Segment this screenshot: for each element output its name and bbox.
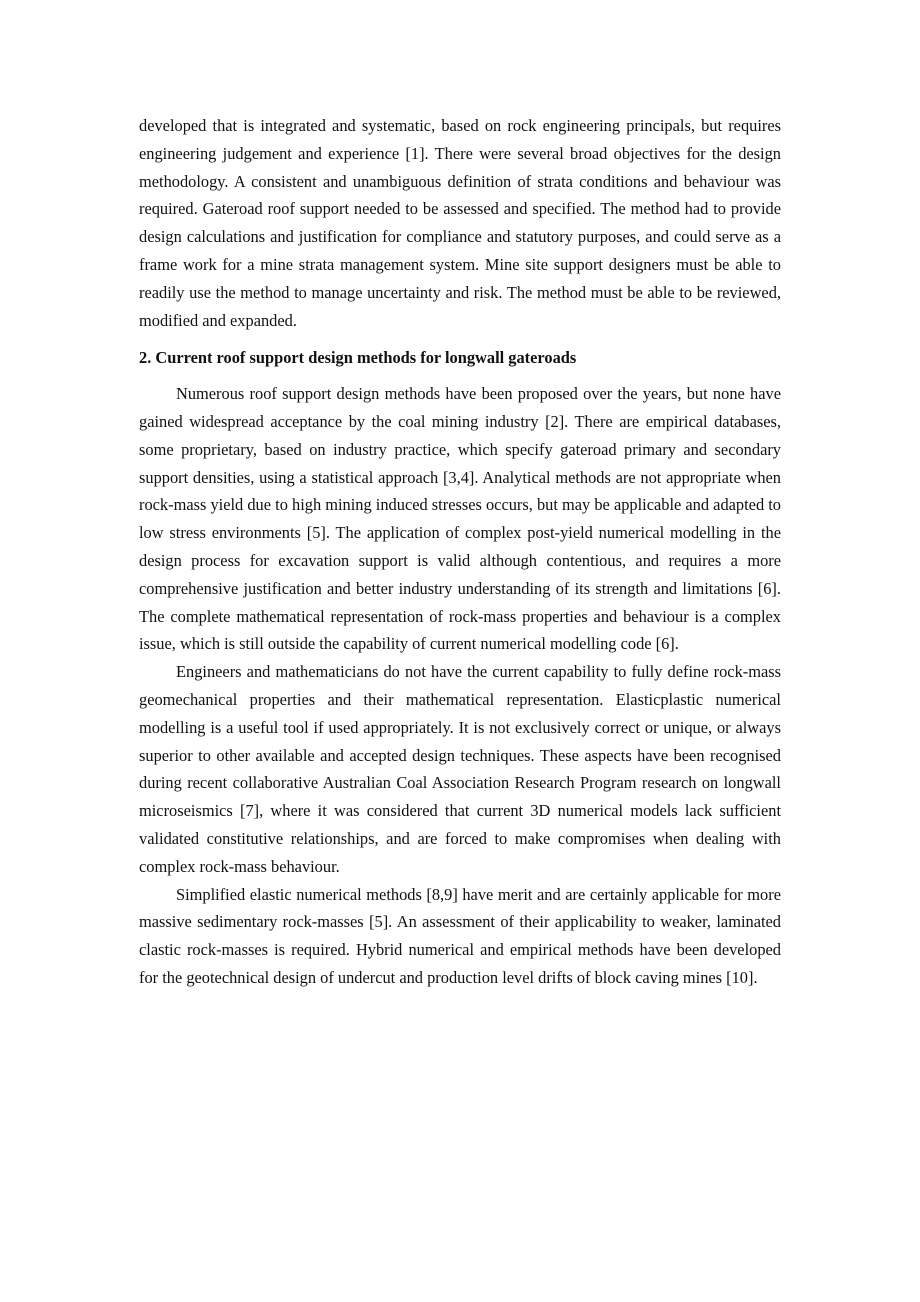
body-paragraph-1: Numerous roof support design methods have been proposed over the years, but none have gained widespread acceptance by the coal mining industry [2]. There are empirical databases, some proprietary, based on industry practice, which specify gateroad primary and secondary support densities, using a statistical approach [3,4]. Analytical methods are not appropriate when rock-mass yield due to high mining induced stresses occurs, but may be applicable and adapted to low stress environments [5]. The application of complex post-yield numerical modelling in the design process for excavation support is valid although contentious, and requires a more comprehensive justification and better industry understanding of its strength and limitations [6]. The complete mathematical representation of rock-mass properties and behaviour is a complex issue, which is still outside the capability of current numerical modelling code [6]. (139, 384, 781, 654)
section-heading: 2. Current roof support design methods for longwall gateroads (139, 348, 577, 368)
body-paragraph-2: Engineers and mathematicians do not have the current capability to fully define rock-mass geomechanical properties and their mathematical representation. Elasticplastic numerical modelling is a useful tool if used appropriately. It is not exclusively correct or unique, or always superior to other available and accepted design techniques. These aspects have been recognised during recent collaborative Australian Coal Association Research Program research on longwall microseismics [7], where it was considered that current 3D numerical models lack sufficient validated constitutive relationships, and are forced to make compromises when dealing with complex rock-mass behaviour. (139, 662, 781, 876)
body-paragraph-3: Simplified elastic numerical methods [8,9] have merit and are certainly applicable for more massive sedimentary rock-masses [5]. An assessment of their applicability to weaker, laminated clastic rock-masses is required. Hybrid numerical and empirical methods have been developed for the geotechnical design of undercut and production level drifts of block caving mines [10]. (139, 884, 781, 987)
document-page (139, 112, 781, 992)
continuation-paragraph: developed that is integrated and systematic, based on rock engineering principals, but requires engineering judgement and experience [1]. There were several broad objectives for the design methodology. A consistent and unambiguous definition of strata conditions and behaviour was required. Gateroad roof support needed to be assessed and specified. The method had to provide design calculations and justification for compliance and statutory purposes, and could serve as a frame work for a mine strata management system. Mine site support designers must be able to readily use the method to manage uncertainty and risk. The method must be able to be reviewed, modified and expanded. (139, 116, 781, 330)
